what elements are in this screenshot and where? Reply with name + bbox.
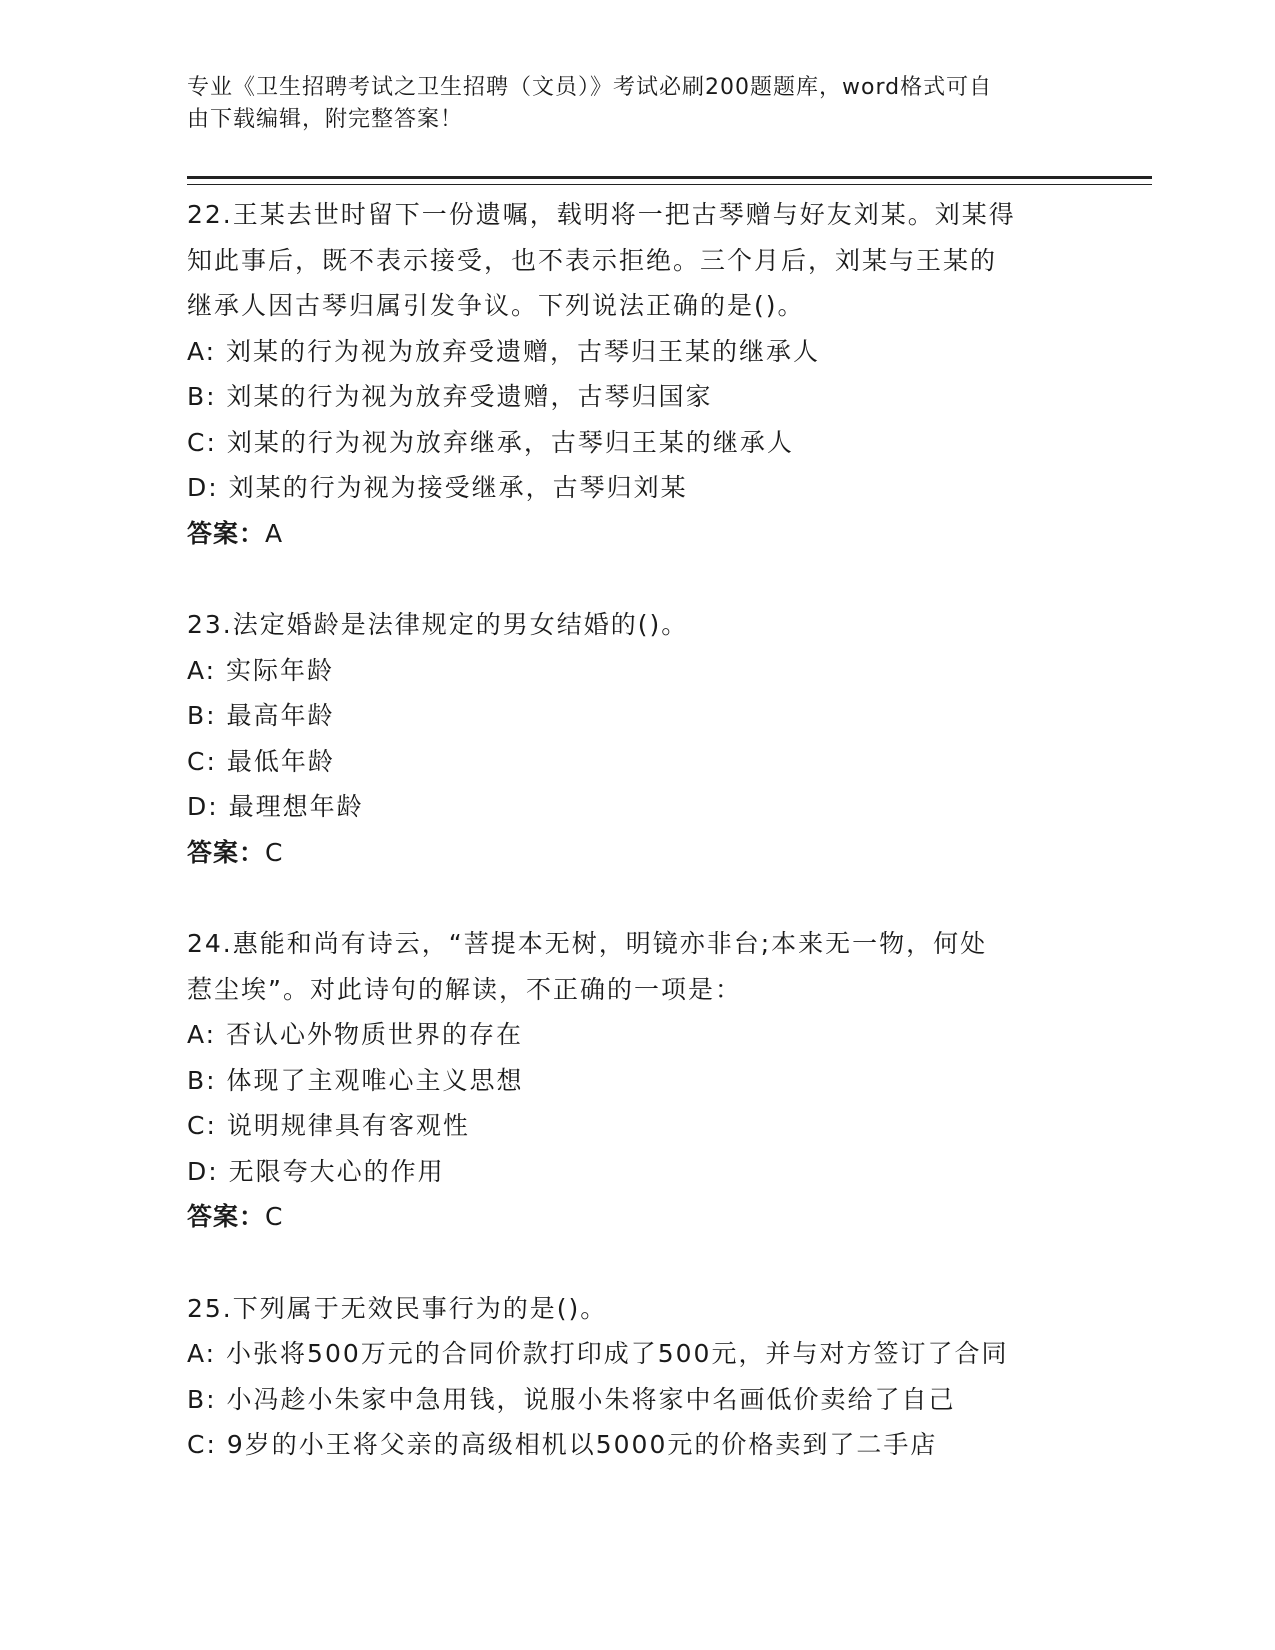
- question-stem: [187, 192, 1087, 329]
- header-rule-thin: [187, 184, 1152, 185]
- option-d: D: 最理想年龄: [187, 792, 364, 821]
- option-a: A: 小张将500万元的合同价款打印成了500元，并与对方签订了合同: [187, 1339, 1009, 1368]
- question-list: [187, 192, 1087, 1514]
- option-b: B: 最高年龄: [187, 701, 335, 730]
- stem-line: 23.法定婚龄是法律规定的男女结婚的()。: [187, 610, 689, 639]
- option-b: B: 刘某的行为视为放弃受遗赠，古琴归国家: [187, 382, 713, 411]
- header-line-2: 由下载编辑，附完整答案！: [187, 107, 464, 132]
- stem-line: 22.王某去世时留下一份遗嘱，载明将一把古琴赠与好友刘某。刘某得: [187, 200, 1016, 229]
- option-c: C: 最低年龄: [187, 746, 335, 776]
- question-stem: [187, 602, 1087, 648]
- option-c: C: 9岁的小王将父亲的高级相机以5000元的价格卖到了二手店: [187, 1430, 938, 1459]
- answer-line: [187, 511, 1087, 557]
- option-d: D: 刘某的行为视为接受继承，古琴归刘某: [187, 473, 688, 502]
- stem-line: 24.惠能和尚有诗云，“菩提本无树，明镜亦非台;本来无一物，何处: [187, 929, 988, 958]
- question-24: [187, 921, 1087, 1240]
- answer-value: C: [265, 1202, 284, 1231]
- option-a: A: 实际年龄: [187, 655, 335, 685]
- stem-line: 知此事后，既不表示接受，也不表示拒绝。三个月后，刘某与王某的: [187, 245, 998, 275]
- option-b: B: 体现了主观唯心主义思想: [187, 1065, 524, 1095]
- question-stem: [187, 921, 1087, 1012]
- answer-line: [187, 1194, 1087, 1240]
- answer-value: C: [265, 837, 284, 867]
- answer-line: [187, 830, 1087, 876]
- document-header: [187, 72, 1067, 136]
- stem-line: 惹尘埃”。对此诗句的解读，不正确的一项是：: [187, 974, 742, 1004]
- option-c: C: 刘某的行为视为放弃继承，古琴归王某的继承人: [187, 427, 794, 457]
- answer-label: 答案：: [187, 518, 266, 548]
- option-a: A: 刘某的行为视为放弃受遗赠，古琴归王某的继承人: [187, 336, 821, 366]
- answer-label: 答案：: [187, 1202, 266, 1231]
- question-22: [187, 192, 1087, 556]
- question-stem: [187, 1286, 1087, 1332]
- question-25: [187, 1286, 1087, 1468]
- option-a: A: 否认心外物质世界的存在: [187, 1020, 524, 1049]
- option-c: C: 说明规律具有客观性: [187, 1111, 470, 1140]
- answer-label: 答案：: [187, 837, 266, 867]
- header-line-1: 专业《卫生招聘考试之卫生招聘（文员）》考试必刷200题题库，word格式可自: [187, 75, 993, 100]
- option-d: D: 无限夸大心的作用: [187, 1156, 445, 1186]
- header-rule-thick: [187, 176, 1152, 179]
- answer-value: A: [265, 518, 284, 548]
- stem-line: 继承人因古琴归属引发争议。下列说法正确的是()。: [187, 291, 805, 320]
- stem-line: 25.下列属于无效民事行为的是()。: [187, 1293, 608, 1323]
- question-23: [187, 602, 1087, 875]
- option-b: B: 小冯趁小朱家中急用钱，说服小朱将家中名画低价卖给了自己: [187, 1384, 956, 1414]
